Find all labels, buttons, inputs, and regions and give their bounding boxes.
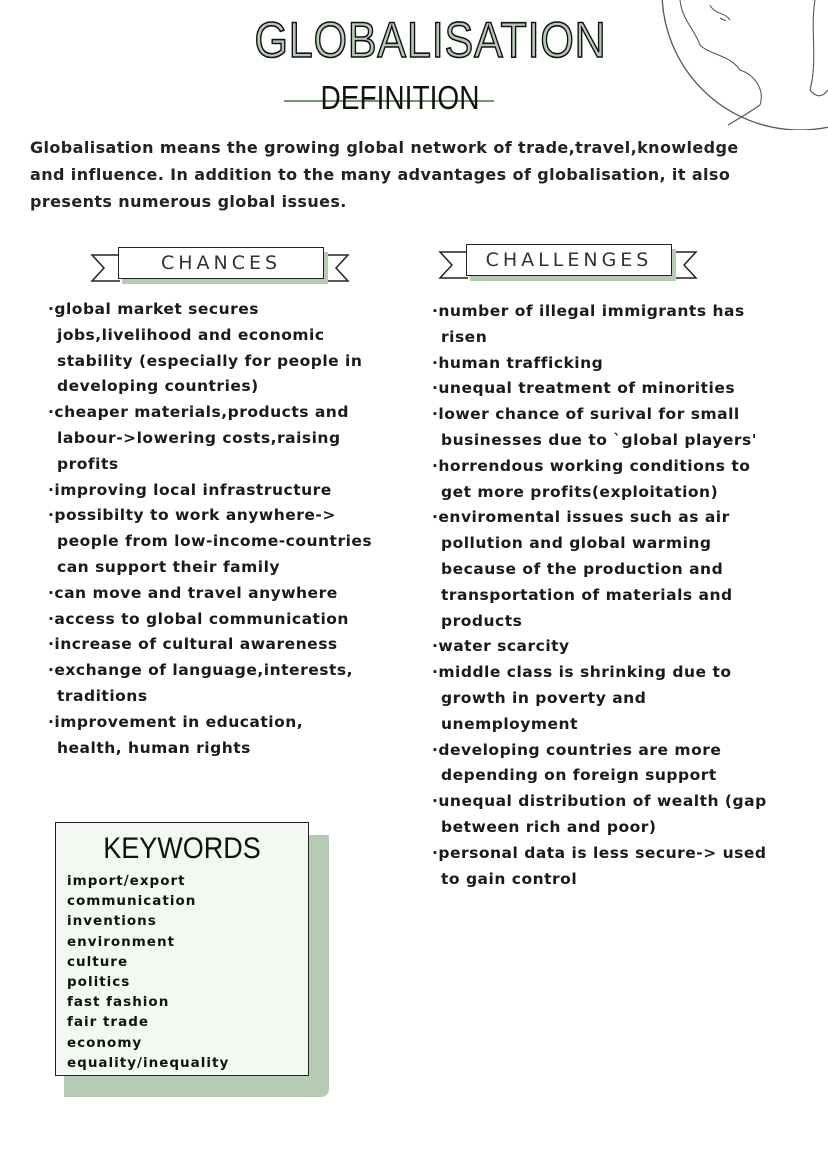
list-item-text: jobs,livelihood and economic <box>57 325 325 344</box>
bullet-icon: · <box>432 663 439 682</box>
list-item-text: traditions <box>57 686 148 705</box>
list-item <box>48 658 372 710</box>
list-item <box>48 478 372 504</box>
list-item-line <box>432 583 767 609</box>
list-item <box>432 660 767 737</box>
list-item-text: horrendous working conditions to <box>438 456 751 475</box>
bullet-icon: · <box>432 302 439 320</box>
bullet-icon: · <box>48 480 55 499</box>
list-item-line <box>432 428 767 454</box>
list-item-line <box>48 374 372 400</box>
list-item-line <box>48 349 372 375</box>
list-item-text: depending on foreign support <box>441 766 717 785</box>
list-item-line <box>432 505 767 531</box>
list-item-text: unequal treatment of minorities <box>438 379 736 398</box>
globe-illustration <box>640 0 828 130</box>
list-item-line <box>48 555 372 581</box>
bullet-icon: · <box>432 456 439 475</box>
section-heading-definition: DEFINITION <box>320 79 480 116</box>
keywords-list <box>56 871 308 1073</box>
list-item-line <box>48 632 372 658</box>
list-item-text: transportation of materials and <box>441 585 733 604</box>
list-item-text: number of illegal immigrants has <box>438 302 745 320</box>
list-item <box>48 400 372 477</box>
list-item-text: developing countries are more <box>438 740 722 759</box>
list-item-text: unemployment <box>441 714 579 733</box>
list-item <box>432 351 767 377</box>
list-item-line <box>432 634 767 660</box>
keyword-item: culture <box>67 953 129 970</box>
keyword-item: politics <box>67 974 131 991</box>
list-item-text: improving local infrastructure <box>54 480 332 499</box>
list-item-line <box>48 452 372 478</box>
list-item-text: lower chance of surival for small <box>438 405 740 424</box>
bullet-icon: · <box>48 583 55 602</box>
chances-banner <box>90 247 350 287</box>
page-title: GLOBALISATION <box>254 12 607 68</box>
keyword-item: inventions <box>67 913 157 930</box>
list-item <box>48 503 372 580</box>
list-item <box>432 299 767 351</box>
list-item-text: products <box>441 611 523 630</box>
keyword-item: fair trade <box>67 1014 150 1031</box>
list-item-text: profits <box>57 454 119 473</box>
bullet-icon: · <box>48 506 55 525</box>
keyword-item: economy <box>67 1034 143 1051</box>
list-item-line <box>48 684 372 710</box>
list-item-text: because of the production and <box>441 559 724 578</box>
list-item-text: unequal distribution of wealth (gap <box>438 792 767 811</box>
list-item-line <box>432 712 767 738</box>
definition-line: Globalisation means the growing global network of trade,travel,knowledge <box>30 138 739 157</box>
definition-line: presents numerous global issues. <box>30 192 347 211</box>
bullet-icon: · <box>432 792 439 811</box>
list-item-line <box>48 478 372 504</box>
list-item-text: increase of cultural awareness <box>54 635 338 654</box>
list-item <box>432 402 767 454</box>
list-item-text: human trafficking <box>438 353 604 372</box>
list-item <box>432 738 767 790</box>
keywords-heading: KEYWORDS <box>103 832 261 865</box>
list-item-text: water scarcity <box>438 637 570 656</box>
list-item-line <box>432 402 767 428</box>
list-item-line <box>432 480 767 506</box>
keyword-item: environment <box>67 933 176 950</box>
bullet-icon: · <box>432 740 439 759</box>
list-item-line <box>48 503 372 529</box>
keyword-item: communication <box>67 893 197 910</box>
list-item-line <box>432 531 767 557</box>
bullet-icon: · <box>48 403 55 422</box>
list-item-text: between rich and poor) <box>441 817 657 836</box>
list-item <box>432 841 767 893</box>
bullet-icon: · <box>48 609 55 628</box>
keywords-box <box>55 822 309 1076</box>
list-item-text: stability (especially for people in <box>57 351 363 370</box>
list-item-text: access to global communication <box>54 609 349 628</box>
list-item-line <box>432 376 767 402</box>
list-item-line <box>48 529 372 555</box>
list-item-text: can move and travel anywhere <box>54 583 338 602</box>
bullet-icon: · <box>48 635 55 654</box>
list-item-text: health, human rights <box>57 738 251 757</box>
keyword-item: fast fashion <box>67 994 170 1011</box>
bullet-icon: · <box>432 637 439 656</box>
list-item <box>48 632 372 658</box>
challenges-heading: CHALLENGES <box>466 244 672 276</box>
list-item-text: pollution and global warming <box>441 534 712 553</box>
list-item-line <box>48 607 372 633</box>
list-item <box>48 710 372 762</box>
list-item <box>432 634 767 660</box>
bullet-icon: · <box>432 508 439 527</box>
list-item-line <box>432 557 767 583</box>
list-item-line <box>432 454 767 480</box>
list-item-line <box>48 426 372 452</box>
list-item <box>432 505 767 634</box>
list-item <box>48 297 372 400</box>
list-item-text: enviromental issues such as air <box>438 508 730 527</box>
list-item-line <box>432 299 767 325</box>
list-item-line <box>432 867 767 893</box>
bullet-icon: · <box>48 661 55 680</box>
list-item-line <box>432 789 767 815</box>
bullet-icon: · <box>48 300 55 318</box>
list-item-text: risen <box>441 327 488 346</box>
list-item-text: improvement in education, <box>54 712 304 731</box>
list-item-line <box>48 400 372 426</box>
list-item-line <box>48 710 372 736</box>
list-item-text: cheaper materials,products and <box>54 403 349 422</box>
list-item-text: growth in poverty and <box>441 688 647 707</box>
list-item-text: to gain control <box>441 869 578 888</box>
definition-text <box>30 134 820 215</box>
chances-heading: CHANCES <box>118 247 324 279</box>
challenges-banner <box>438 244 698 284</box>
list-item <box>48 581 372 607</box>
bullet-icon: · <box>432 353 439 372</box>
list-item-line <box>48 581 372 607</box>
list-item-line <box>432 815 767 841</box>
chances-list <box>48 297 372 761</box>
list-item-text: labour->lowering costs,raising <box>57 428 341 447</box>
list-item-line <box>432 841 767 867</box>
challenges-list <box>432 299 767 892</box>
bullet-icon: · <box>48 712 55 731</box>
list-item <box>432 789 767 841</box>
keyword-item: equality/inequality <box>67 1054 230 1071</box>
list-item-line <box>48 323 372 349</box>
list-item-text: people from low-income-countries <box>57 532 373 551</box>
list-item-line <box>432 763 767 789</box>
list-item <box>48 607 372 633</box>
bullet-icon: · <box>432 405 439 424</box>
list-item-text: exchange of language,interests, <box>54 661 353 680</box>
list-item-line <box>432 686 767 712</box>
list-item-line <box>48 658 372 684</box>
list-item-line <box>432 609 767 635</box>
list-item-line <box>432 738 767 764</box>
list-item-text: middle class is shrinking due to <box>438 663 732 682</box>
list-item-text: global market secures <box>54 300 260 318</box>
list-item-text: can support their family <box>57 557 281 576</box>
list-item <box>432 454 767 506</box>
list-item-line <box>432 660 767 686</box>
list-item-text: businesses due to `global players' <box>441 430 757 449</box>
list-item-line <box>432 325 767 351</box>
list-item-line <box>48 736 372 762</box>
bullet-icon: · <box>432 379 439 398</box>
list-item-text: get more profits(exploitation) <box>441 482 719 501</box>
list-item-line <box>432 351 767 377</box>
keyword-item: import/export <box>67 873 186 889</box>
list-item-text: possibilty to work anywhere-> <box>54 506 336 525</box>
definition-line: and influence. In addition to the many advantages of globalisation, it also <box>30 165 731 184</box>
list-item-text: personal data is less secure-> used <box>438 843 767 862</box>
list-item-line <box>48 297 372 323</box>
list-item-text: developing countries) <box>57 377 259 396</box>
bullet-icon: · <box>432 843 439 862</box>
list-item <box>432 376 767 402</box>
